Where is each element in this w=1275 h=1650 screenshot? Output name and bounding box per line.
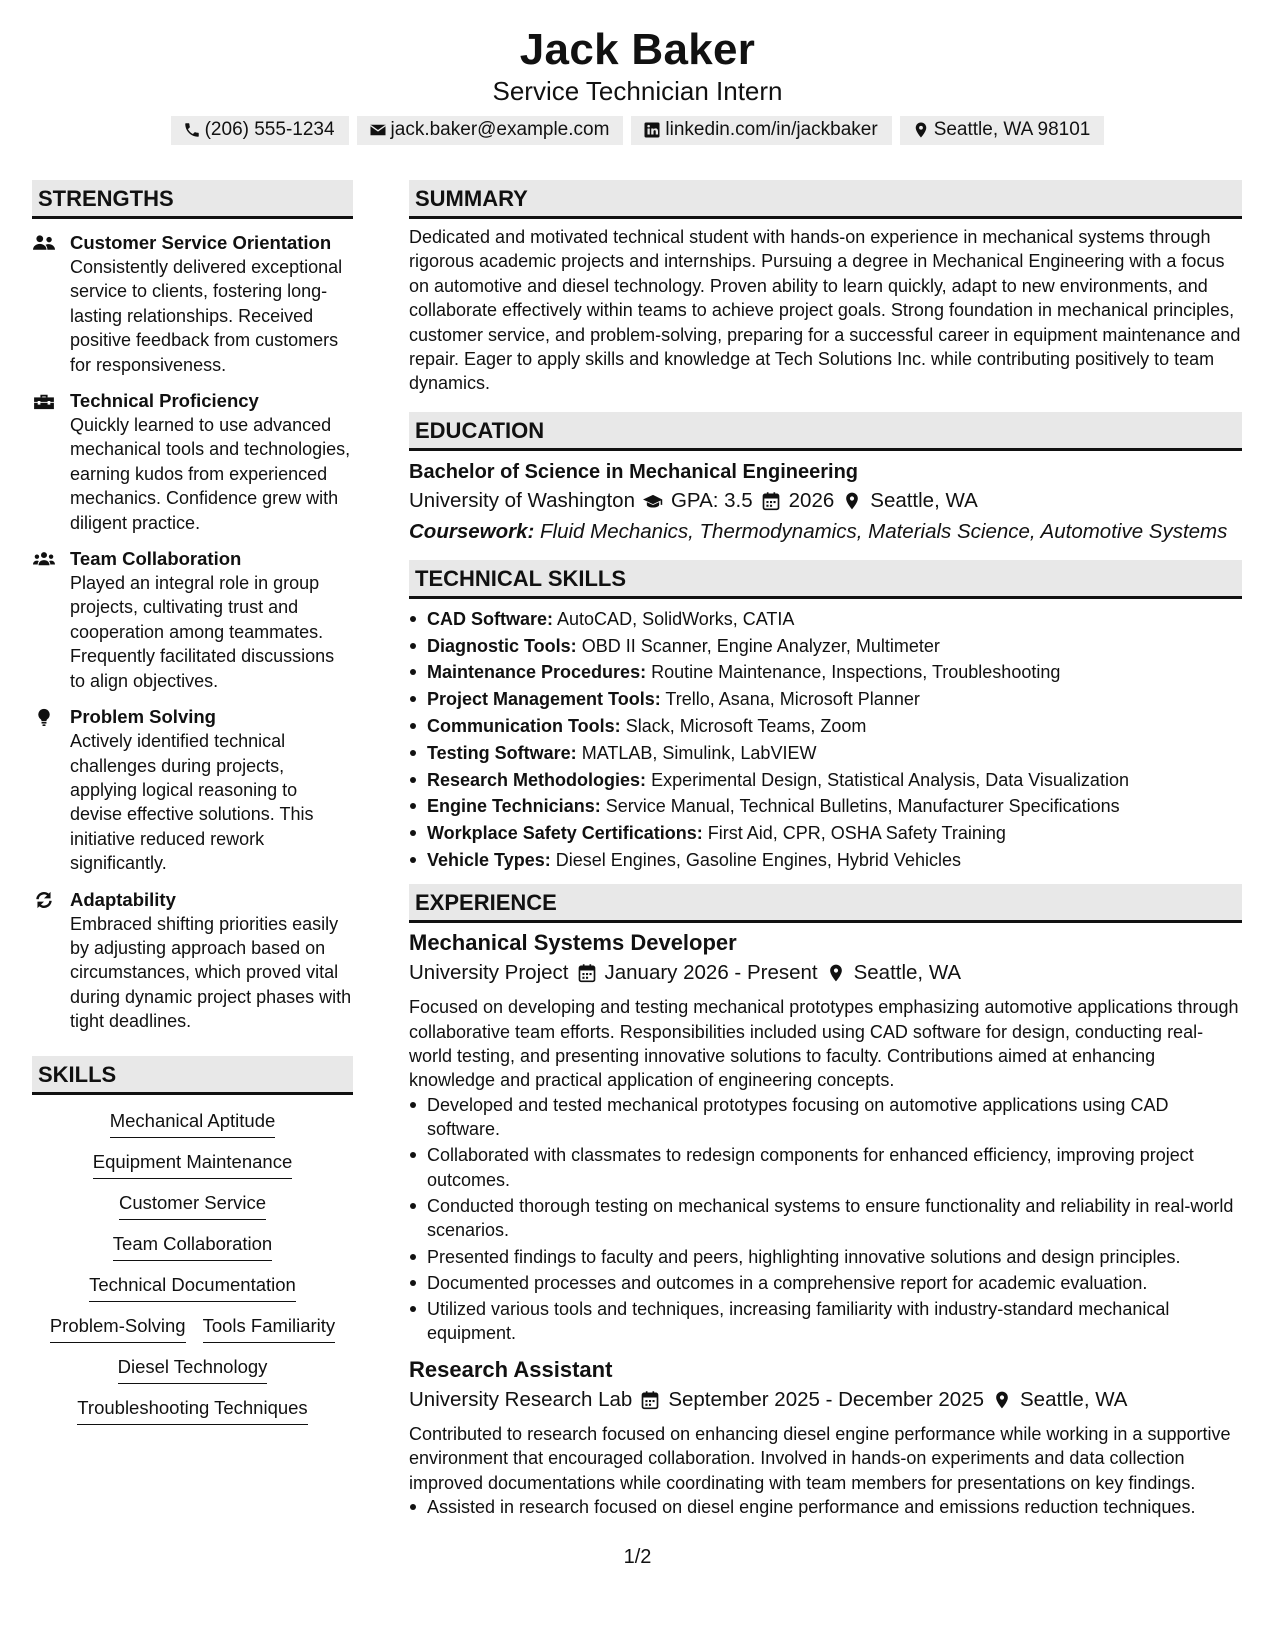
job-location: Seattle, WA (853, 961, 962, 985)
calendar-icon (577, 963, 597, 983)
tech-skill-label: Maintenance Procedures: (427, 662, 647, 683)
education-gpa: GPA: 3.5 (670, 488, 753, 512)
strength-item (32, 888, 353, 1034)
phone-icon (183, 121, 201, 139)
strengths-heading: STRENGTHS (32, 180, 353, 219)
envelope-icon (369, 121, 387, 139)
tech-skill-value: MATLAB, Simulink, LabVIEW (581, 742, 817, 763)
job-dates: September 2025 - December 2025 (668, 1387, 984, 1411)
contact-email-text: jack.baker@example.com (390, 119, 610, 140)
list-item (409, 607, 1242, 631)
linkedin-icon (643, 121, 661, 139)
list-item (409, 714, 1242, 738)
job-dates: January 2026 - Present (604, 961, 818, 985)
tech-skill-value: First Aid, CPR, OSHA Safety Training (707, 823, 1006, 844)
strength-title: Customer Service Orientation (70, 232, 332, 253)
tech-skill-value: OBD II Scanner, Engine Analyzer, Multimeter (581, 635, 940, 656)
candidate-name: Jack Baker (519, 25, 756, 74)
tech-skill-label: CAD Software: (427, 608, 554, 629)
strength-title: Technical Proficiency (70, 390, 259, 412)
skill-tag: Team Collaboration (113, 1232, 272, 1261)
tech-skill-label: Communication Tools: (427, 716, 621, 737)
list-item (409, 741, 1242, 765)
resume-header (0, 24, 1275, 145)
contact-phone-text: (206) 555-1234 (204, 119, 335, 140)
education-heading: EDUCATION (409, 412, 1242, 451)
tech-skill-value: Routine Maintenance, Inspections, Troubleshooting (651, 662, 1061, 683)
strength-item (32, 231, 353, 377)
job-meta (409, 1386, 1242, 1414)
skill-tag: Mechanical Aptitude (110, 1109, 276, 1138)
summary-text: Dedicated and motivated technical student with hands-on experience in mechanical systems through rigorous academic projects and internships. Pursuing a degree in Mechanical Engineering with a focus on automotive and diesel technology. Proven ability to learn quickly, adapt to new environments, and collaborate effectively within teams to achieve project goals. Strong foundation in mechanical principles, customer service, and problem-solving, preparing for a successful career in equipment maintenance and repair. Eager to apply skills and knowledge at Tech Solutions Inc. while contributing positively to team dynamics. (409, 227, 1241, 394)
strength-item (32, 389, 353, 535)
calendar-icon (761, 491, 781, 511)
skill-tag: Equipment Maintenance (93, 1150, 293, 1179)
job-description: Contributed to research focused on enhancing diesel engine performance while working in a supportive environment that encouraged collaboration. Involved in hands-on experiments and data collection improved documentations while coordinating with team members for presentations on key findings. (409, 1423, 1231, 1493)
refresh-icon (33, 891, 55, 909)
list-item: Conducted thorough testing on mechanical systems to ensure functionality and reliability in real-world scenarios. (409, 1194, 1242, 1243)
tech-skill-label: Engine Technicians: (427, 796, 601, 817)
skill-tag: Tools Familiarity (203, 1314, 336, 1343)
job-title: Research Assistant (409, 1356, 613, 1382)
job-org: University Project (409, 961, 569, 985)
contact-location (900, 116, 1105, 145)
job-bullets (409, 1495, 1242, 1519)
contact-linkedin[interactable] (631, 116, 891, 145)
technical-skills-list (409, 607, 1242, 872)
tech-skill-value: Trello, Asana, Microsoft Planner (665, 689, 920, 710)
left-column (32, 180, 353, 1425)
skill-tag: Technical Documentation (89, 1273, 296, 1302)
list-item: Developed and tested mechanical prototypes focusing on automotive applications using CAD software. (409, 1093, 1242, 1142)
contact-linkedin-text: linkedin.com/in/jackbaker (665, 119, 878, 140)
skill-tag: Diesel Technology (118, 1355, 268, 1384)
contact-bar (0, 116, 1275, 145)
list-item: Collaborated with classmates to redesign components for enhanced efficiency, improving project outcomes. (409, 1143, 1242, 1192)
job-title: Mechanical Systems Developer (409, 930, 737, 956)
contact-phone[interactable] (171, 116, 349, 145)
strength-item (32, 547, 353, 693)
education-location: Seattle, WA (870, 488, 978, 512)
contact-location-text: Seattle, WA 98101 (933, 119, 1091, 140)
education-year: 2026 (788, 488, 835, 512)
strength-title: Team Collaboration (70, 548, 242, 570)
tech-skill-label: Testing Software: (427, 742, 577, 763)
map-pin-icon (992, 1390, 1012, 1410)
skills-list (32, 1109, 353, 1425)
strength-description: Played an integral role in group projects, cultivating trust and cooperation among teammates. Frequently facilitated discussions to align objectives. (70, 573, 335, 691)
list-item (409, 768, 1242, 792)
job-meta (409, 959, 1242, 987)
list-item: Presented findings to faculty and peers, highlighting innovative solutions and design principles. (409, 1245, 1242, 1269)
tech-skill-label: Workplace Safety Certifications: (427, 823, 703, 844)
skill-tag: Troubleshooting Techniques (77, 1396, 307, 1425)
group-icon (33, 550, 55, 568)
list-item: Utilized various tools and techniques, increasing familiarity with industry-standard mechanical equipment. (409, 1297, 1242, 1346)
education-coursework (409, 518, 1242, 546)
tech-skill-value: Diesel Engines, Gasoline Engines, Hybrid Vehicles (555, 850, 961, 871)
tech-skill-label: Diagnostic Tools: (427, 635, 577, 656)
experience-heading: EXPERIENCE (409, 884, 1242, 923)
job-org: University Research Lab (409, 1387, 633, 1411)
strength-description: Quickly learned to use advanced mechanical tools and technologies, earning kudos from experienced mechanics. Confidence grew with diligent practice. (70, 415, 351, 533)
tech-skill-value: AutoCAD, SolidWorks, CATIA (557, 608, 795, 629)
right-column (409, 180, 1242, 1521)
job-bullets (409, 1093, 1242, 1346)
tech-skill-value: Slack, Microsoft Teams, Zoom (625, 716, 867, 737)
list-item: Assisted in research focused on diesel engine performance and emissions reduction techniques. (409, 1495, 1242, 1519)
list-item (409, 634, 1242, 658)
tech-skill-value: Experimental Design, Statistical Analysis, Data Visualization (651, 769, 1129, 790)
contact-email[interactable] (357, 116, 624, 145)
list-item (409, 687, 1242, 711)
tech-skill-label: Project Management Tools: (427, 689, 661, 710)
education-school: University of Washington (409, 488, 635, 512)
coursework-list: Fluid Mechanics, Thermodynamics, Materials Science, Automotive Systems (540, 519, 1228, 543)
list-item: Documented processes and outcomes in a comprehensive report for academic evaluation. (409, 1271, 1242, 1295)
skill-tag: Customer Service (119, 1191, 266, 1220)
skills-heading: SKILLS (32, 1056, 353, 1095)
strength-description: Actively identified technical challenges during projects, applying logical reasoning to devise effective solutions. This initiative reduced rework significantly. (70, 731, 314, 874)
strength-item (32, 705, 353, 875)
users-icon (33, 234, 55, 252)
lightbulb-icon (33, 708, 55, 726)
strength-title: Problem Solving (70, 706, 216, 728)
toolbox-icon (33, 392, 55, 410)
summary-heading: SUMMARY (409, 180, 1242, 219)
calendar-icon (640, 1390, 660, 1410)
strength-description: Consistently delivered exceptional service to clients, fostering long-lasting relationships. Received positive feedback from customers for responsiveness. (70, 257, 343, 375)
tech-skill-label: Research Methodologies: (427, 769, 647, 790)
list-item (409, 794, 1242, 818)
map-pin-icon (912, 121, 930, 139)
list-item (409, 660, 1242, 684)
map-pin-icon (842, 491, 862, 511)
strength-description: Embraced shifting priorities easily by adjusting approach based on circumstances, which proved vital during dynamic project phases with tight deadlines. (70, 913, 352, 1032)
education-meta (409, 487, 1242, 515)
tech-skill-label: Vehicle Types: (427, 850, 551, 871)
job-description: Focused on developing and testing mechanical prototypes emphasizing automotive applications through collaborative team efforts. Responsibilities included using CAD software for design, conducting real-world testing, and presenting innovative solutions to faculty. Contributions aimed at enhancing knowledge and practical application of engineering concepts. (409, 997, 1239, 1091)
candidate-title: Service Technician Intern (492, 76, 783, 106)
coursework-label: Coursework: (409, 519, 535, 543)
graduation-cap-icon (643, 491, 663, 511)
page-number: 1/2 (623, 1546, 652, 1568)
list-item (409, 821, 1242, 845)
skill-tag: Problem-Solving (50, 1314, 186, 1343)
tech-skill-value: Service Manual, Technical Bulletins, Manufacturer Specifications (605, 796, 1120, 817)
education-degree: Bachelor of Science in Mechanical Engineering (409, 460, 859, 483)
strength-title: Adaptability (70, 888, 176, 910)
map-pin-icon (826, 963, 846, 983)
technical-skills-heading: TECHNICAL SKILLS (409, 560, 1242, 599)
job-location: Seattle, WA (1020, 1387, 1128, 1411)
list-item (409, 848, 1242, 872)
